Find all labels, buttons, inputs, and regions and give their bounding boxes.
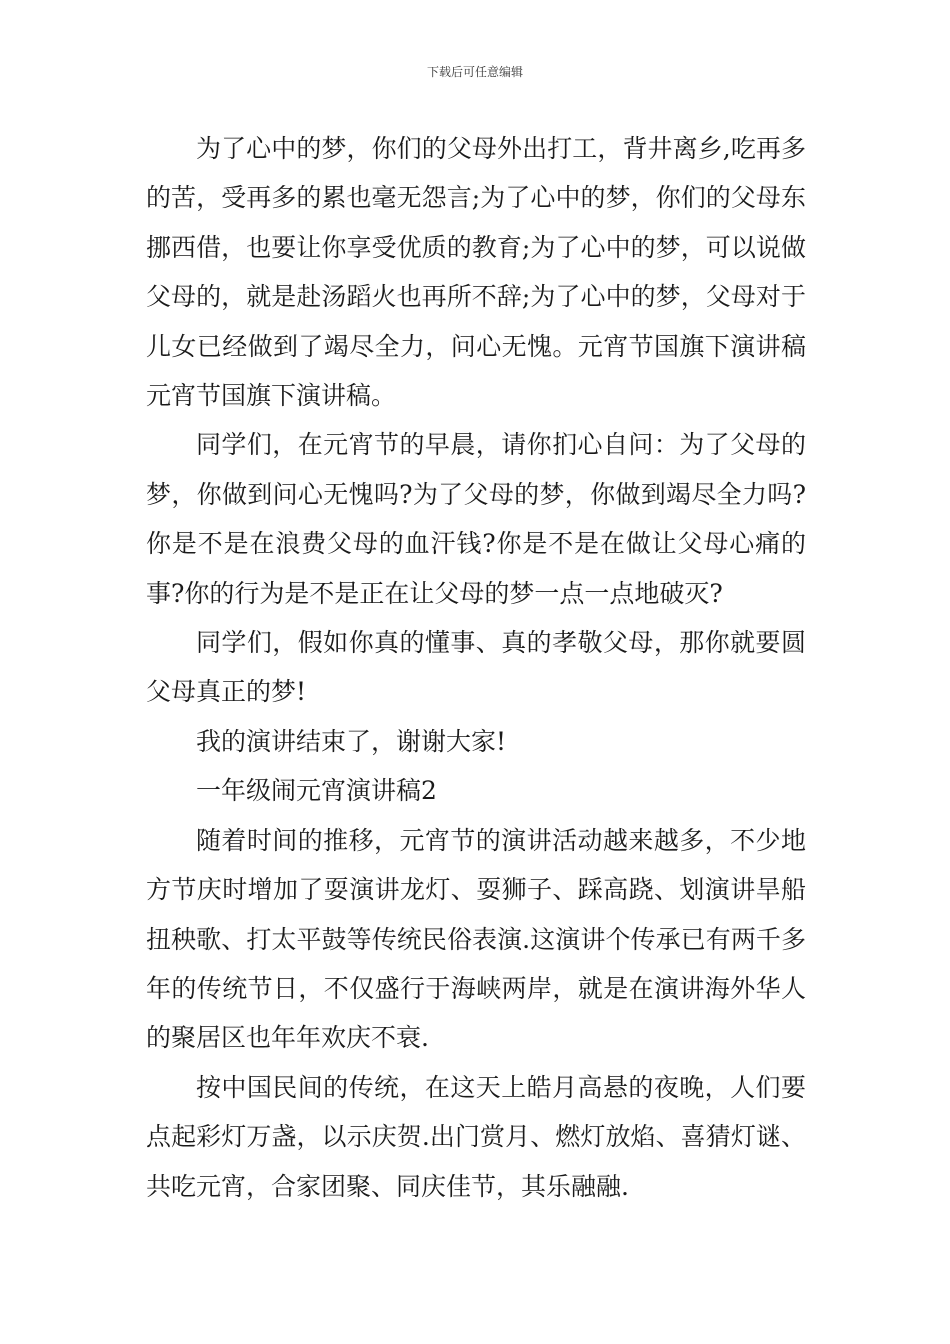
section-heading: 一年级闹元宵演讲稿2	[196, 776, 437, 806]
paragraph-folk-activities: 随着时间的推移，元宵节的演讲活动越来越多，不少地方节庆时增加了耍演讲龙灯、耍狮子、踩高跷、划演讲旱船扭秧歌、打太平鼓等传统民俗表演.这演讲个传承已有两千多年的传统节日，不仅盛行于海峡两岸，就是在演讲海外华人的聚居区也年年欢庆不衰.	[146, 825, 806, 1053]
paragraph-parents-dream: 为了心中的梦，你们的父母外出打工，背井离乡,吃再多的苦，受再多的累也毫无怨言;为了心中的梦，你们的父母东挪西借，也要让你享受优质的教育;为了心中的梦，可以说做父母的，就是赴汤蹈火也再所不辞;为了心中的梦，父母对于儿女已经做到了竭尽全力，问心无愧。元宵节国旗下演讲稿元宵节国旗下演讲稿。	[146, 134, 806, 411]
paragraph-fulfill-dream: 同学们，假如你真的懂事、真的孝敬父母，那你就要圆父母真正的梦!	[146, 628, 806, 707]
page-header: 下载后可任意编辑	[426, 65, 523, 79]
document-body	[146, 124, 806, 1211]
paragraph-self-reflection: 同学们，在元宵节的早晨，请你扪心自问：为了父母的梦，你做到问心无愧吗?为了父母的梦，你做到竭尽全力吗?你是不是在浪费父母的血汗钱?你是不是在做让父母心痛的事?你的行为是不是正在让父母的梦一点一点地破灭?	[146, 430, 806, 608]
paragraph-tradition: 按中国民间的传统，在这天上皓月高悬的夜晚，人们要点起彩灯万盏，以示庆贺.出门赏月、燃灯放焰、喜猜灯谜、共吃元宵，合家团聚、同庆佳节，其乐融融.	[146, 1072, 806, 1201]
paragraph-closing: 我的演讲结束了，谢谢大家!	[196, 726, 507, 756]
